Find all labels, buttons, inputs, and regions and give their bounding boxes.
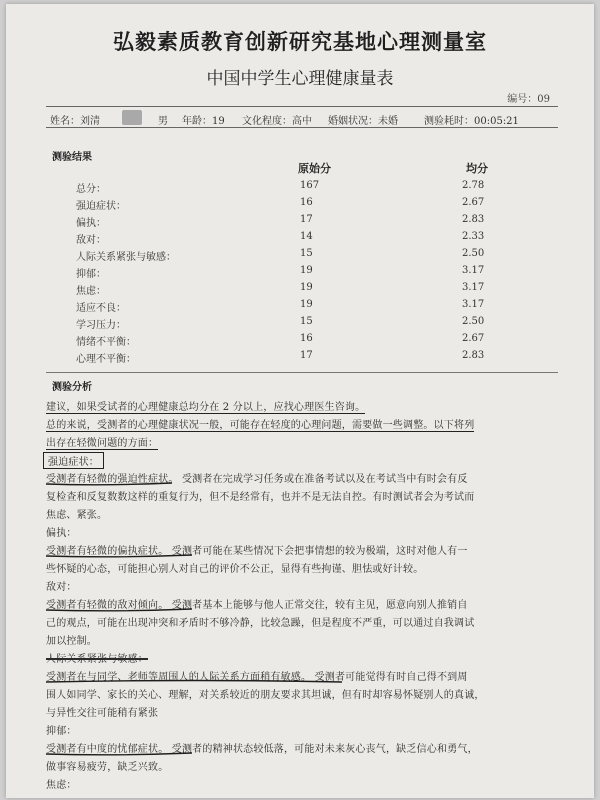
- analysis-line: 与异性交往可能稍有紧张: [46, 708, 159, 719]
- row-raw-score: 17: [300, 214, 313, 225]
- row-avg-score: 2.67: [462, 333, 485, 344]
- table-row: [6, 214, 594, 231]
- analysis-section-title: 测验分析: [52, 382, 92, 393]
- analysis-line: 焦虑：: [46, 780, 77, 791]
- row-avg-score: 2.78: [462, 180, 485, 191]
- analysis-line: 抑郁：: [46, 726, 77, 737]
- row-raw-score: 17: [300, 350, 313, 361]
- row-raw-score: 19: [300, 282, 313, 293]
- row-raw-score: 15: [300, 248, 313, 259]
- analysis-line: 受测者有轻微的偏执症状。 受测者可能在某些情况下会把事情想的较为极端，这时对他人有一: [46, 546, 468, 557]
- row-avg-score: 2.83: [462, 214, 485, 225]
- row-avg-score: 2.67: [462, 197, 485, 208]
- table-row: [6, 265, 594, 282]
- subject-name: 姓名：刘清: [50, 116, 100, 127]
- table-row: [6, 350, 594, 367]
- analysis-line: 建议，如果受试者的心理健康总均分在 2 分以上，应找心理医生咨询。: [46, 398, 365, 414]
- row-name: 敌对：: [76, 235, 106, 246]
- row-raw-score: 167: [300, 180, 320, 191]
- table-row: [6, 197, 594, 214]
- analysis-line: 己的观点，可能在出现冲突和矛盾时不够冷静，比较急躁，但是程度不严重，可以通过自我调试: [46, 618, 475, 629]
- section-divider: [46, 372, 558, 373]
- redaction-block: [122, 110, 142, 125]
- analysis-line: 焦虑、紧张。: [46, 510, 108, 521]
- report-page: [6, 4, 594, 798]
- row-name: 抑郁：: [76, 269, 106, 280]
- row-raw-score: 19: [300, 265, 313, 276]
- row-name: 人际关系紧张与敏感：: [76, 252, 176, 263]
- analysis-line: 受测者在与同学、老师等周围人的人际关系方面稍有敏感。 受测者可能觉得有时自己得不到周: [46, 672, 468, 683]
- row-name: 焦虑：: [76, 286, 106, 297]
- row-avg-score: 3.17: [462, 282, 485, 293]
- table-row: [6, 299, 594, 316]
- row-name: 情绪不平衡：: [76, 337, 136, 348]
- analysis-line: 复检查和反复数数这样的重复行为，但不是经常有，也并不是无法自控。有时测试者会为考试而: [46, 492, 475, 503]
- report-subtitle: 中国中学生心理健康量表: [206, 69, 394, 89]
- table-row: [6, 316, 594, 333]
- table-row: [6, 180, 594, 197]
- row-name: 强迫症状：: [76, 201, 126, 212]
- row-name: 总分：: [76, 184, 106, 195]
- row-raw-score: 14: [300, 231, 313, 242]
- table-row: [6, 333, 594, 350]
- subject-marital: 婚姻状况：未婚: [328, 116, 398, 127]
- subject-info-bar: [46, 106, 558, 128]
- analysis-line: 加以控制。: [46, 636, 97, 647]
- analysis-line: 人际关系紧张与敏感：: [46, 654, 148, 665]
- row-name: 心理不平衡：: [76, 354, 136, 365]
- row-avg-score: 2.50: [462, 316, 485, 327]
- subject-gender: 男: [158, 116, 168, 127]
- analysis-line: 偏执：: [46, 528, 77, 539]
- row-raw-score: 16: [300, 333, 313, 344]
- row-avg-score: 2.83: [462, 350, 485, 361]
- analysis-line: 总的来说，受测者的心理健康状况一般，可能存在轻度的心理问题，需要做一些调整。以下将列: [46, 416, 474, 432]
- analysis-line: 敌对：: [46, 582, 77, 593]
- row-avg-score: 2.50: [462, 248, 485, 259]
- analysis-line: 围人如同学、家长的关心、理解，对关系较近的朋友要求其坦诚，但有时却容易怀疑别人的真诚，: [46, 690, 485, 701]
- row-name: 偏执：: [76, 218, 106, 229]
- row-name: 学习压力：: [76, 320, 126, 331]
- analysis-line: 出存在轻微问题的方面：: [46, 434, 158, 450]
- table-row: [6, 248, 594, 265]
- results-section-title: 测验结果: [52, 152, 92, 163]
- analysis-line: 些怀疑的心态，可能担心别人对自己的评价不公正，显得有些拘谨、胆怯或好计较。: [46, 564, 424, 575]
- subject-duration: 测验耗时：00:05:21: [424, 116, 519, 127]
- analysis-line: 做事容易疲劳，缺乏兴致。: [46, 762, 169, 773]
- row-avg-score: 3.17: [462, 265, 485, 276]
- report-title: 弘毅素质教育创新研究基地心理测量室: [113, 29, 487, 54]
- row-raw-score: 15: [300, 316, 313, 327]
- row-avg-score: 2.33: [462, 231, 485, 242]
- row-raw-score: 16: [300, 197, 313, 208]
- analysis-line: 受测者有轻微的敌对倾向。 受测者基本上能够与他人正常交往，较有主见，愿意向别人推销自: [46, 600, 468, 611]
- avg-score-header: 均分: [466, 162, 488, 175]
- report-code: 编号：09: [507, 94, 550, 105]
- analysis-line: 受测者有中度的忧郁症状。 受测者的精神状态较低落，可能对未来灰心丧气，缺乏信心和勇气，: [46, 744, 478, 755]
- subject-education: 文化程度：高中: [242, 116, 312, 127]
- raw-score-header: 原始分: [298, 162, 331, 175]
- table-row: [6, 282, 594, 299]
- subject-age: 年龄：19: [182, 116, 225, 127]
- analysis-line: 受测者有轻微的强迫性症状。 受测者在完成学习任务或在准备考试以及在考试当中有时会有反: [46, 474, 468, 485]
- row-raw-score: 19: [300, 299, 313, 310]
- row-name: 适应不良：: [76, 303, 126, 314]
- analysis-line: 强迫症状：: [43, 452, 104, 469]
- table-row: [6, 231, 594, 248]
- row-avg-score: 3.17: [462, 299, 485, 310]
